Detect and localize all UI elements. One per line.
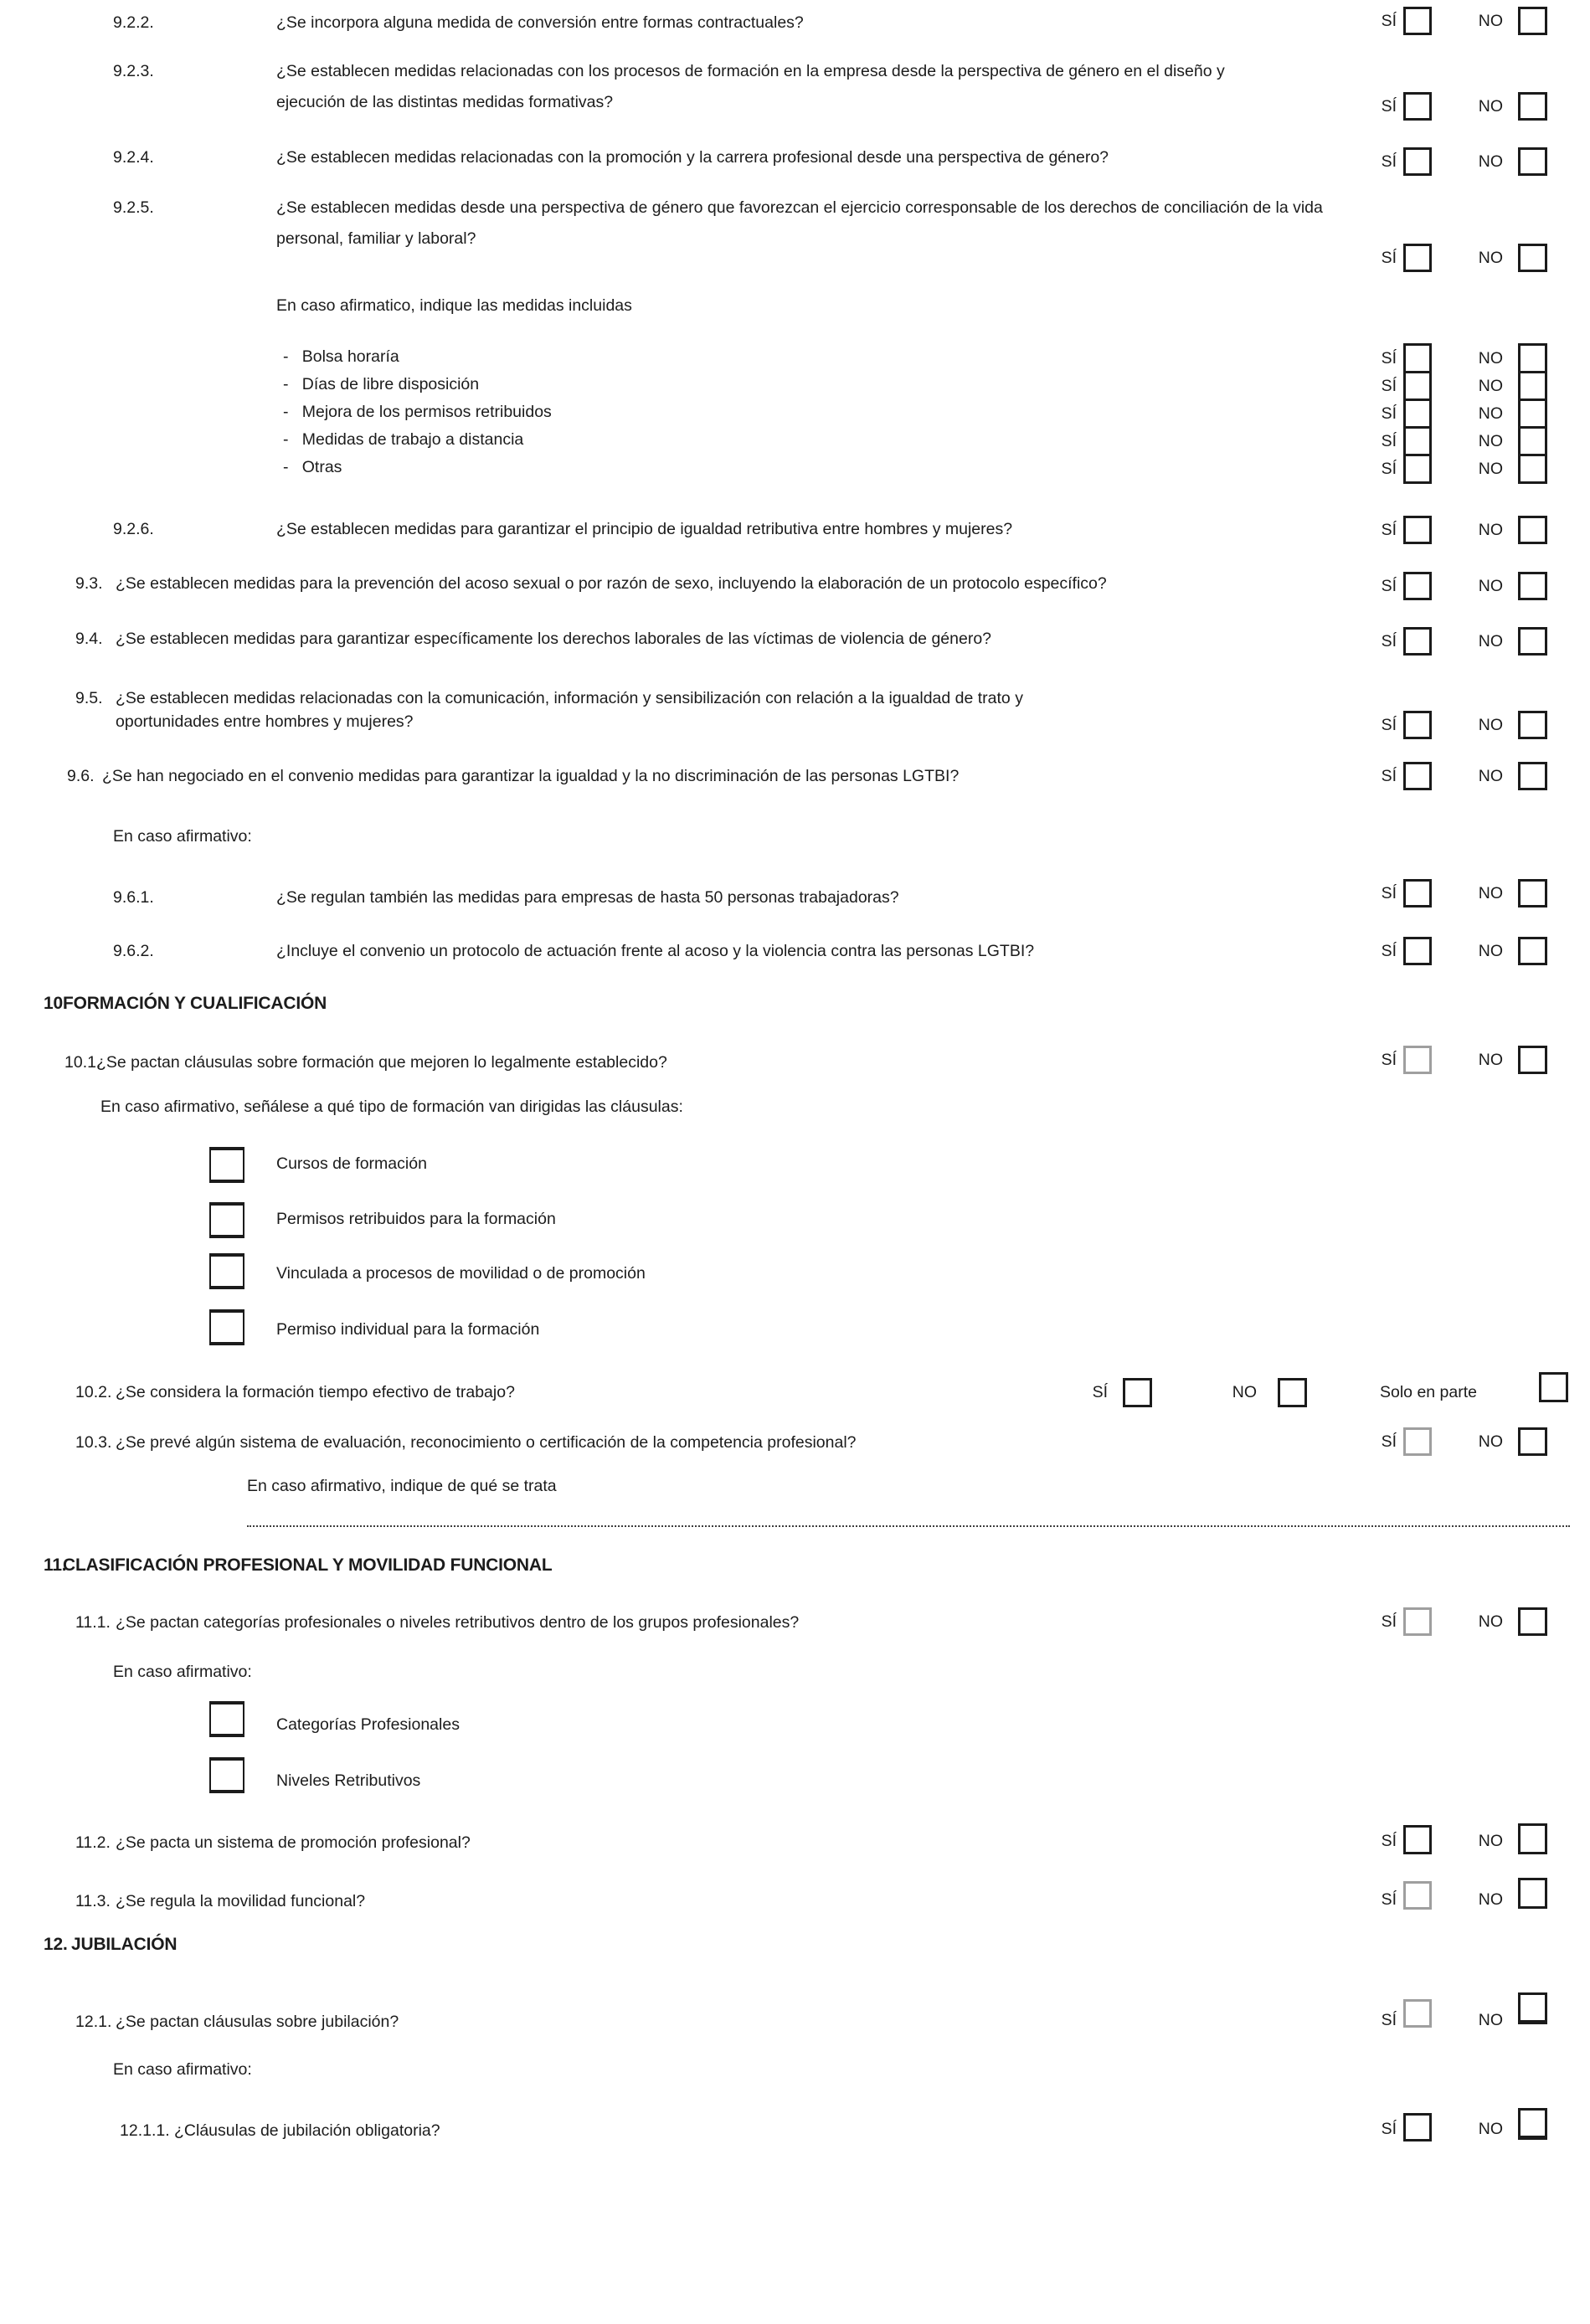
q925-text-line2: personal, familiar y laboral? — [276, 229, 476, 248]
q121-text: ¿Se pactan cláusulas sobre jubilación? — [116, 2013, 399, 2031]
q103-no-label: NO — [1478, 1432, 1503, 1451]
q93-si-checkbox[interactable] — [1403, 572, 1432, 600]
q112-number: 11.2. — [75, 1833, 111, 1852]
q961-no-label: NO — [1478, 884, 1503, 902]
q112-no-checkbox[interactable] — [1518, 1823, 1547, 1854]
classification-option1-label: Categorías Profesionales — [276, 1715, 460, 1734]
answer-dotted-line — [247, 1525, 1570, 1527]
note-indicate-what: En caso afirmativo, indique de qué se trata — [247, 1477, 557, 1495]
q926-no-checkbox[interactable] — [1518, 516, 1547, 544]
measure5-si-label: SÍ — [1381, 460, 1397, 478]
q961-number: 9.6.1. — [113, 888, 154, 907]
section-11-number: 11. — [44, 1555, 67, 1575]
q95-number: 9.5. — [75, 689, 103, 707]
q1211-number: 12.1.1. — [120, 2121, 170, 2140]
q111-no-label: NO — [1478, 1612, 1503, 1631]
q922-no-checkbox[interactable] — [1518, 7, 1547, 35]
q962-number: 9.6.2. — [113, 942, 154, 960]
q95-no-checkbox[interactable] — [1518, 711, 1547, 739]
q925-si-label: SÍ — [1381, 249, 1397, 267]
training-type2-checkbox[interactable] — [209, 1202, 244, 1238]
q101-si-checkbox[interactable] — [1403, 1046, 1432, 1074]
q121-si-checkbox[interactable] — [1403, 1999, 1432, 2028]
q923-text-line2: ejecución de las distintas medidas formativas? — [276, 93, 614, 111]
q96-no-checkbox[interactable] — [1518, 762, 1547, 790]
q111-no-checkbox[interactable] — [1518, 1607, 1547, 1636]
q93-text: ¿Se establecen medidas para la prevención del acoso sexual o por razón de sexo, incluyendo la elaboración de un protocolo específico? — [116, 574, 1107, 593]
q93-number: 9.3. — [75, 574, 103, 593]
measure2-no-label: NO — [1478, 377, 1503, 395]
classification-option2-label: Niveles Retributivos — [276, 1771, 421, 1790]
section-10-number: 10. — [44, 994, 68, 1013]
q1211-no-label: NO — [1478, 2120, 1503, 2138]
q924-si-checkbox[interactable] — [1403, 147, 1432, 176]
q1211-no-checkbox[interactable] — [1518, 2108, 1547, 2140]
training-type3-checkbox[interactable] — [209, 1253, 244, 1289]
q924-number: 9.2.4. — [113, 148, 154, 167]
q924-no-label: NO — [1478, 152, 1503, 171]
q111-text: ¿Se pactan categorías profesionales o niveles retributivos dentro de los grupos profesionales? — [116, 1613, 800, 1632]
q926-text: ¿Se establecen medidas para garantizar el principio de igualdad retributiva entre hombres y mujeres? — [276, 520, 1013, 538]
q113-text: ¿Se regula la movilidad funcional? — [116, 1892, 366, 1910]
q961-text: ¿Se regulan también las medidas para empresas de hasta 50 personas trabajadoras? — [276, 888, 899, 907]
training-type3-label: Vinculada a procesos de movilidad o de promoción — [276, 1264, 646, 1283]
measure-item-label: - Otras — [283, 458, 342, 476]
q923-si-checkbox[interactable] — [1403, 92, 1432, 121]
q922-si-label: SÍ — [1381, 12, 1397, 30]
q96-no-label: NO — [1478, 767, 1503, 785]
q111-si-label: SÍ — [1381, 1612, 1397, 1631]
q96-si-checkbox[interactable] — [1403, 762, 1432, 790]
q926-number: 9.2.6. — [113, 520, 154, 538]
q924-si-label: SÍ — [1381, 152, 1397, 171]
q102-solo-checkbox[interactable] — [1539, 1372, 1568, 1402]
q922-no-label: NO — [1478, 12, 1503, 30]
q96-text: ¿Se han negociado en el convenio medidas para garantizar la igualdad y la no discriminación de las personas LGTBI? — [102, 767, 960, 785]
measure-item-label: - Medidas de trabajo a distancia — [283, 430, 523, 449]
q101-number: 10.1. — [64, 1053, 101, 1072]
q961-si-checkbox[interactable] — [1403, 879, 1432, 907]
measure-item-label: - Mejora de los permisos retribuidos — [283, 403, 552, 421]
training-type2-label: Permisos retribuidos para la formación — [276, 1210, 556, 1228]
q121-si-label: SÍ — [1381, 2011, 1397, 2029]
q102-no-checkbox[interactable] — [1278, 1378, 1307, 1407]
q103-text: ¿Se prevé algún sistema de evaluación, reconocimiento o certificación de la competencia profesional? — [116, 1433, 857, 1452]
training-type1-label: Cursos de formación — [276, 1154, 427, 1173]
q111-si-checkbox[interactable] — [1403, 1607, 1432, 1636]
q94-no-checkbox[interactable] — [1518, 627, 1547, 656]
q112-no-label: NO — [1478, 1832, 1503, 1850]
q101-no-checkbox[interactable] — [1518, 1046, 1547, 1074]
q102-text: ¿Se considera la formación tiempo efectivo de trabajo? — [116, 1383, 515, 1401]
q925-si-checkbox[interactable] — [1403, 244, 1432, 272]
q95-text-line1: ¿Se establecen medidas relacionadas con la comunicación, información y sensibilización con relación a la igualdad de trato y — [116, 689, 1023, 707]
q112-si-checkbox[interactable] — [1403, 1825, 1432, 1854]
training-type1-checkbox[interactable] — [209, 1147, 244, 1183]
q95-no-label: NO — [1478, 716, 1503, 734]
q961-si-label: SÍ — [1381, 884, 1397, 902]
q103-si-checkbox[interactable] — [1403, 1427, 1432, 1456]
q102-number: 10.2. — [75, 1383, 112, 1401]
measure2-no-checkbox[interactable] — [1518, 371, 1547, 401]
q94-si-label: SÍ — [1381, 632, 1397, 650]
measure2-si-checkbox[interactable] — [1403, 371, 1432, 401]
classification-option1-checkbox[interactable] — [209, 1701, 244, 1737]
q101-no-label: NO — [1478, 1051, 1503, 1069]
note-if-affirmative-111: En caso afirmativo: — [113, 1663, 252, 1681]
q101-text: ¿Se pactan cláusulas sobre formación que mejoren lo legalmente establecido? — [96, 1053, 667, 1072]
q113-no-label: NO — [1478, 1890, 1503, 1909]
q96-number: 9.6. — [67, 767, 95, 785]
q102-si-label: SÍ — [1092, 1383, 1108, 1401]
measure4-no-label: NO — [1478, 432, 1503, 450]
measure1-no-checkbox[interactable] — [1518, 343, 1547, 373]
q94-text: ¿Se establecen medidas para garantizar específicamente los derechos laborales de las víctimas de violencia de género? — [116, 630, 992, 648]
q923-no-checkbox[interactable] — [1518, 92, 1547, 121]
q112-si-label: SÍ — [1381, 1832, 1397, 1850]
measure4-no-checkbox[interactable] — [1518, 426, 1547, 456]
q922-si-checkbox[interactable] — [1403, 7, 1432, 35]
measure5-no-label: NO — [1478, 460, 1503, 478]
q922-text: ¿Se incorpora alguna medida de conversión entre formas contractuales? — [276, 13, 804, 32]
note-measures-included: En caso afirmatico, indique las medidas incluidas — [276, 296, 632, 315]
measure1-si-checkbox[interactable] — [1403, 343, 1432, 373]
q94-si-checkbox[interactable] — [1403, 627, 1432, 656]
q102-si-checkbox[interactable] — [1123, 1378, 1152, 1407]
q1211-si-label: SÍ — [1381, 2120, 1397, 2138]
q962-si-label: SÍ — [1381, 942, 1397, 960]
measure1-si-label: SÍ — [1381, 349, 1397, 368]
q962-no-checkbox[interactable] — [1518, 937, 1547, 965]
section-12-title: JUBILACIÓN — [71, 1935, 178, 1954]
q926-no-label: NO — [1478, 521, 1503, 539]
q1211-si-checkbox[interactable] — [1403, 2113, 1432, 2141]
q962-text: ¿Incluye el convenio un protocolo de actuación frente al acoso y la violencia contra las personas LGTBI? — [276, 942, 1035, 960]
q93-no-checkbox[interactable] — [1518, 572, 1547, 600]
section-11-title: CLASIFICACIÓN PROFESIONAL Y MOVILIDAD FUNCIONAL — [63, 1555, 553, 1575]
q923-number: 9.2.3. — [113, 62, 154, 80]
measure2-si-label: SÍ — [1381, 377, 1397, 395]
q926-si-checkbox[interactable] — [1403, 516, 1432, 544]
q962-si-checkbox[interactable] — [1403, 937, 1432, 965]
q113-si-label: SÍ — [1381, 1890, 1397, 1909]
measure4-si-checkbox[interactable] — [1403, 426, 1432, 456]
note-if-affirmative-96: En caso afirmativo: — [113, 827, 252, 846]
section-10-title: FORMACIÓN Y CUALIFICACIÓN — [63, 994, 327, 1013]
q925-text-line1: ¿Se establecen medidas desde una perspectiva de género que favorezcan el ejercicio corresponsable de los derechos de conciliación de la vida — [276, 198, 1323, 217]
measure3-no-checkbox[interactable] — [1518, 398, 1547, 429]
q96-si-label: SÍ — [1381, 767, 1397, 785]
q95-text-line2: oportunidades entre hombres y mujeres? — [116, 712, 414, 731]
measure3-si-checkbox[interactable] — [1403, 398, 1432, 429]
q924-text: ¿Se establecen medidas relacionadas con la promoción y la carrera profesional desde una perspectiva de género? — [276, 148, 1109, 167]
measure5-no-checkbox[interactable] — [1518, 454, 1547, 484]
measure3-si-label: SÍ — [1381, 404, 1397, 423]
q121-number: 12.1. — [75, 2013, 112, 2031]
q923-no-label: NO — [1478, 97, 1503, 116]
q925-number: 9.2.5. — [113, 198, 154, 217]
q94-no-label: NO — [1478, 632, 1503, 650]
q925-no-checkbox[interactable] — [1518, 244, 1547, 272]
q121-no-label: NO — [1478, 2011, 1503, 2029]
q103-number: 10.3. — [75, 1433, 112, 1452]
q103-si-label: SÍ — [1381, 1432, 1397, 1451]
training-type4-label: Permiso individual para la formación — [276, 1320, 540, 1339]
note-if-affirmative-121: En caso afirmativo: — [113, 2060, 252, 2079]
q102-no-label: NO — [1232, 1383, 1257, 1401]
note-training-types: En caso afirmativo, señálese a qué tipo de formación van dirigidas las cláusulas: — [100, 1098, 683, 1116]
measure-item-label: - Días de libre disposición — [283, 375, 479, 393]
measure5-si-checkbox[interactable] — [1403, 454, 1432, 484]
measure1-no-label: NO — [1478, 349, 1503, 368]
section-12-number: 12. — [44, 1935, 68, 1954]
q923-si-label: SÍ — [1381, 97, 1397, 116]
q923-text-line1: ¿Se establecen medidas relacionadas con los procesos de formación en la empresa desde la perspectiva de género en el diseño y — [276, 62, 1225, 80]
q113-no-checkbox[interactable] — [1518, 1878, 1547, 1909]
q93-no-label: NO — [1478, 577, 1503, 595]
q924-no-checkbox[interactable] — [1518, 147, 1547, 176]
q101-si-label: SÍ — [1381, 1051, 1397, 1069]
q94-number: 9.4. — [75, 630, 103, 648]
measure3-no-label: NO — [1478, 404, 1503, 423]
training-type4-checkbox[interactable] — [209, 1309, 244, 1345]
q1211-text: ¿Cláusulas de jubilación obligatoria? — [174, 2121, 440, 2140]
q95-si-checkbox[interactable] — [1403, 711, 1432, 739]
q103-no-checkbox[interactable] — [1518, 1427, 1547, 1456]
q95-si-label: SÍ — [1381, 716, 1397, 734]
q111-number: 11.1. — [75, 1613, 111, 1632]
q102-solo-label: Solo en parte — [1380, 1383, 1478, 1401]
measure4-si-label: SÍ — [1381, 432, 1397, 450]
q121-no-checkbox[interactable] — [1518, 1992, 1547, 2024]
classification-option2-checkbox[interactable] — [209, 1757, 244, 1793]
q962-no-label: NO — [1478, 942, 1503, 960]
q113-number: 11.3. — [75, 1892, 111, 1910]
q113-si-checkbox[interactable] — [1403, 1881, 1432, 1910]
q112-text: ¿Se pacta un sistema de promoción profesional? — [116, 1833, 471, 1852]
measure-item-label: - Bolsa horaría — [283, 347, 399, 366]
q961-no-checkbox[interactable] — [1518, 879, 1547, 907]
q925-no-label: NO — [1478, 249, 1503, 267]
q926-si-label: SÍ — [1381, 521, 1397, 539]
q922-number: 9.2.2. — [113, 13, 154, 32]
q93-si-label: SÍ — [1381, 577, 1397, 595]
